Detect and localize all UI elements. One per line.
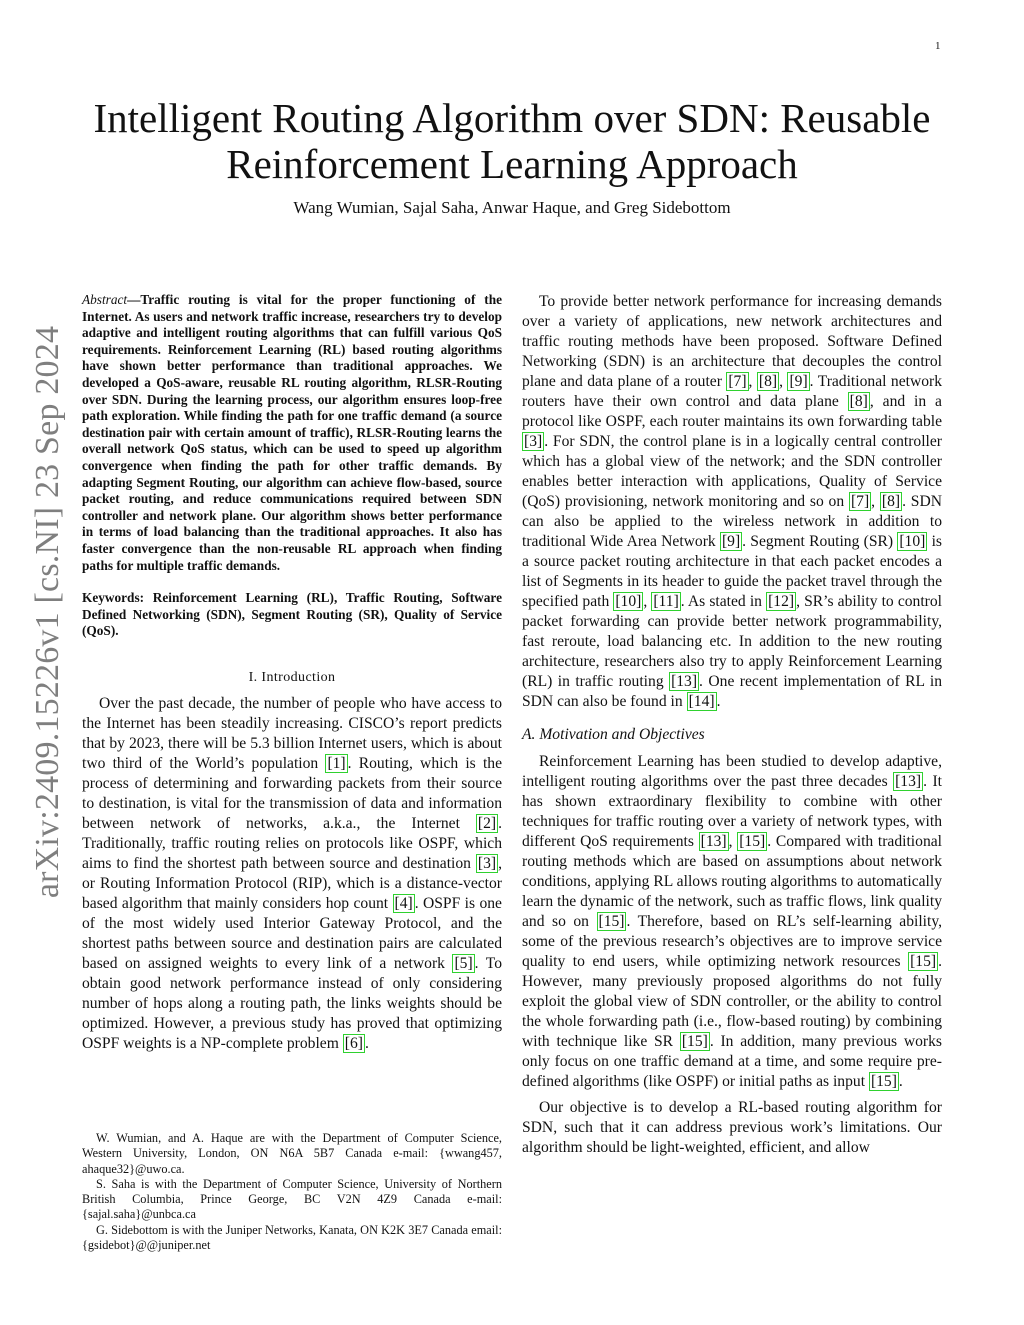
citation-link[interactable]: [2] bbox=[477, 814, 497, 832]
text-run: , bbox=[871, 493, 880, 510]
citation-link[interactable]: [3] bbox=[477, 854, 497, 872]
text-run: , or Routing Information Protocol (RIP), which is a distance-vector based algorithm that mainly considers hop count bbox=[82, 854, 502, 912]
citation-link[interactable]: [8] bbox=[758, 373, 778, 390]
abstract-lead: Abstract bbox=[82, 292, 128, 307]
citation-link[interactable]: [10] bbox=[899, 533, 926, 550]
citation-link[interactable]: [14] bbox=[688, 693, 715, 710]
text-run: . Traditionally, traffic routing relies on protocols like OSPF, which aims to find the shortest path between source and destination bbox=[82, 814, 502, 872]
author-list: Wang Wumian, Sajal Saha, Anwar Haque, and Greg Sidebottom bbox=[293, 198, 731, 217]
motivation-paragraph-1 bbox=[522, 752, 942, 1092]
text-run: , bbox=[728, 833, 738, 850]
citation-link[interactable]: [8] bbox=[881, 493, 901, 510]
citation-link[interactable]: [11] bbox=[653, 593, 679, 610]
citation-link[interactable]: [13] bbox=[671, 673, 698, 690]
footnote: W. Wumian, and A. Haque are with the Department of Computer Science, Western University, London, ON N6A 5B7 Canada e-mail: {wwang457, ahaque32}@uwo.ca. bbox=[82, 1131, 502, 1176]
text-run: . However, many previously proposed algorithms do not fully exploit the global view of SDN controller, or the ability to control the whole forwarding path (i.e., flow-based routing) by combining with technique like SR bbox=[522, 953, 942, 1050]
citation-link[interactable]: [6] bbox=[344, 1034, 363, 1052]
title-line: Reinforcement Learning Approach bbox=[226, 141, 798, 187]
text-run: . One recent implementation of RL in SDN can also be found in bbox=[522, 673, 942, 710]
arxiv-identifier[interactable]: arXiv:2409.15226v1 [cs.NI] 23 Sep 2024 bbox=[29, 325, 66, 899]
citation-link[interactable]: [15] bbox=[739, 833, 766, 850]
text-run: . In addition, many previous works only focus on one traffic demand at a time, and some require pre-defined algorithms (like OSPF) or initial paths as input bbox=[522, 1033, 942, 1090]
footnote: S. Saha is with the Department of Computer Science, University of Northern British Columbia, Prince George, BC V2N 4Z9 Canada e-mail: {sajal.saha}@unbca.ca bbox=[82, 1176, 502, 1222]
abstract bbox=[82, 292, 502, 574]
citation-link[interactable]: [10] bbox=[615, 593, 642, 610]
text-run: Over the past decade, the number of people who have access to the Internet has been steadily increasing. CISCO’s report predicts that by 2023, there will be 5.3 billion Internet users, which is about two third of the World’s population bbox=[82, 694, 502, 772]
title-line: Intelligent Routing Algorithm over SDN: Reusable bbox=[93, 95, 931, 141]
subsection-heading-motivation: A. Motivation and Objectives bbox=[522, 726, 705, 743]
citation-link[interactable]: [4] bbox=[394, 894, 413, 912]
citation-link[interactable]: [5] bbox=[454, 954, 473, 972]
text-run: . Segment Routing (SR) bbox=[742, 533, 898, 550]
text-run: is a source packet routing architecture in that each packet encodes a list of Segments in its header to guide the packet travel through the specified path bbox=[522, 533, 942, 610]
text-run: , bbox=[643, 593, 652, 610]
text-run: . bbox=[364, 1034, 369, 1052]
citation-link[interactable]: [15] bbox=[681, 1033, 708, 1050]
paper-title bbox=[60, 95, 964, 187]
text-run: . As stated in bbox=[680, 593, 767, 610]
text-run: To provide better network performance for increasing demands over a variety of applications, new network architectures and traffic routing methods have been proposed. Software Defined Networking (SDN) is an architecture that decouples the control plane and data plane of a router bbox=[522, 293, 942, 390]
citation-link[interactable]: [7] bbox=[850, 493, 870, 510]
citation-link[interactable]: [15] bbox=[910, 953, 937, 970]
citation-link[interactable]: [1] bbox=[327, 754, 346, 772]
citation-link[interactable]: [13] bbox=[700, 833, 727, 850]
text-run: . It has shown extraordinary flexibility to combine with other techniques for traffic routing over a variety of network types, with different QoS requirements bbox=[522, 773, 942, 850]
text-run: Reinforcement Learning has been studied to develop adaptive, intelligent routing algorithms over the past three decades bbox=[522, 753, 942, 790]
author-footnotes bbox=[82, 1131, 502, 1253]
intro-paragraph-1 bbox=[82, 694, 502, 1054]
page-number: 1 bbox=[935, 40, 941, 52]
text-run: . SDN can also be applied to the wireless network in addition to traditional Wide Area Network bbox=[522, 493, 942, 550]
text-run: . Routing, which is the process of determining and forwarding packets from their source to destination, is vital for the transmission of data and information between network of networks, a.k.a., the Internet bbox=[82, 754, 502, 832]
citation-link[interactable]: [7] bbox=[728, 373, 747, 390]
text-run: , bbox=[779, 373, 788, 390]
text-run: . Compared with traditional routing methods which are based on assumptions about network conditions, applying RL allows routing algorithms to automatically learn the dynamic of the network, such as traffic flows, link quality and so on bbox=[522, 833, 942, 930]
abstract-text: —Traffic routing is vital for the proper functioning of the Internet. As users and network traffic increase, researchers try to develop adaptive and intelligent routing algorithms that can fulfill various QoS requirements. Reinforcement Learning (RL) based routing algorithms have shown better performance than traditional approaches. We developed a QoS-aware, reusable RL routing algorithm, RLSR-Routing over SDN. During the learning process, our algorithm ensures loop-free path exploration. While finding the path for one traffic demand (a source destination pair with certain amount of traffic), RLSR-Routing learns the overall network QoS status, which can be used to speed up algorithm convergence when finding the path for other traffic demands. By adapting Segment Routing, our algorithm can achieve flow-based, source packet routing, and reduce communications required between SDN controller and network plane. Our algorithm shows better performance in terms of load balancing than the traditional approaches. It also has faster convergence than the non-reusable RL approach when finding paths for multiple traffic demands. bbox=[82, 292, 502, 573]
footnote: G. Sidebottom is with the Juniper Networks, Kanata, ON K2K 3E7 Canada email: {gsidebot}@@juniper.net bbox=[82, 1222, 502, 1253]
text-run: . bbox=[898, 1073, 903, 1090]
right-column bbox=[522, 292, 942, 1158]
citation-link[interactable]: [13] bbox=[895, 773, 922, 790]
keywords: Keywords: Reinforcement Learning (RL), Traffic Routing, Software Defined Networking (SDN), Segment Routing (SR), Quality of Service (QoS). bbox=[82, 590, 502, 639]
citation-link[interactable]: [8] bbox=[849, 393, 868, 410]
text-run: . For SDN, the control plane is in a logically central controller which has a global view of the network; and the SDN controller enables better interaction with applications, Quality of Service (QoS) provisioning, network monitoring and so on bbox=[522, 433, 942, 510]
text-run: , and in a protocol like OSPF, each router maintains its own forwarding table bbox=[522, 393, 942, 430]
text-run: , SR’s ability to control packet forwarding can provide better network programmability, fast reroute, load balancing etc. In addition to the new routing architecture, researchers also try to apply Reinforcement Learning (RL) in traffic routing bbox=[522, 593, 943, 690]
citation-link[interactable]: [3] bbox=[524, 433, 543, 450]
text-run: . Therefore, based on RL’s self-learning ability, some of the previous research’s objectives are to improve service quality to end users, while optimizing network resources bbox=[522, 913, 943, 970]
text-run: . OSPF is one of the most widely used Interior Gateway Protocol, and the shortest paths between source and destination pairs are calculated based on assigned weights to every link of a network bbox=[82, 894, 502, 972]
citation-link[interactable]: [12] bbox=[768, 593, 795, 610]
left-column bbox=[82, 292, 502, 1054]
citation-link[interactable]: [9] bbox=[721, 533, 741, 550]
citation-link[interactable]: [15] bbox=[870, 1073, 897, 1090]
citation-link[interactable]: [9] bbox=[789, 373, 808, 390]
citation-link[interactable]: [15] bbox=[598, 913, 625, 930]
text-run: . Traditional network routers have their own control and data plane bbox=[522, 373, 942, 410]
text-run: . bbox=[716, 693, 721, 710]
section-heading-introduction: I. Introduction bbox=[248, 669, 336, 685]
intro-paragraph-2 bbox=[522, 292, 942, 712]
text-run: , bbox=[748, 373, 757, 390]
text-run: . To obtain good network performance instead of only considering number of hops along a routing path, the links weights should be optimized. However, a previous study has proved that optimizing OSPF weights is a NP-complete problem bbox=[82, 954, 503, 1052]
motivation-paragraph-2: Our objective is to develop a RL-based routing algorithm for SDN, such that it can address previous work’s limitations. Our algorithm should be light-weighted, efficient, and allow bbox=[522, 1099, 942, 1156]
